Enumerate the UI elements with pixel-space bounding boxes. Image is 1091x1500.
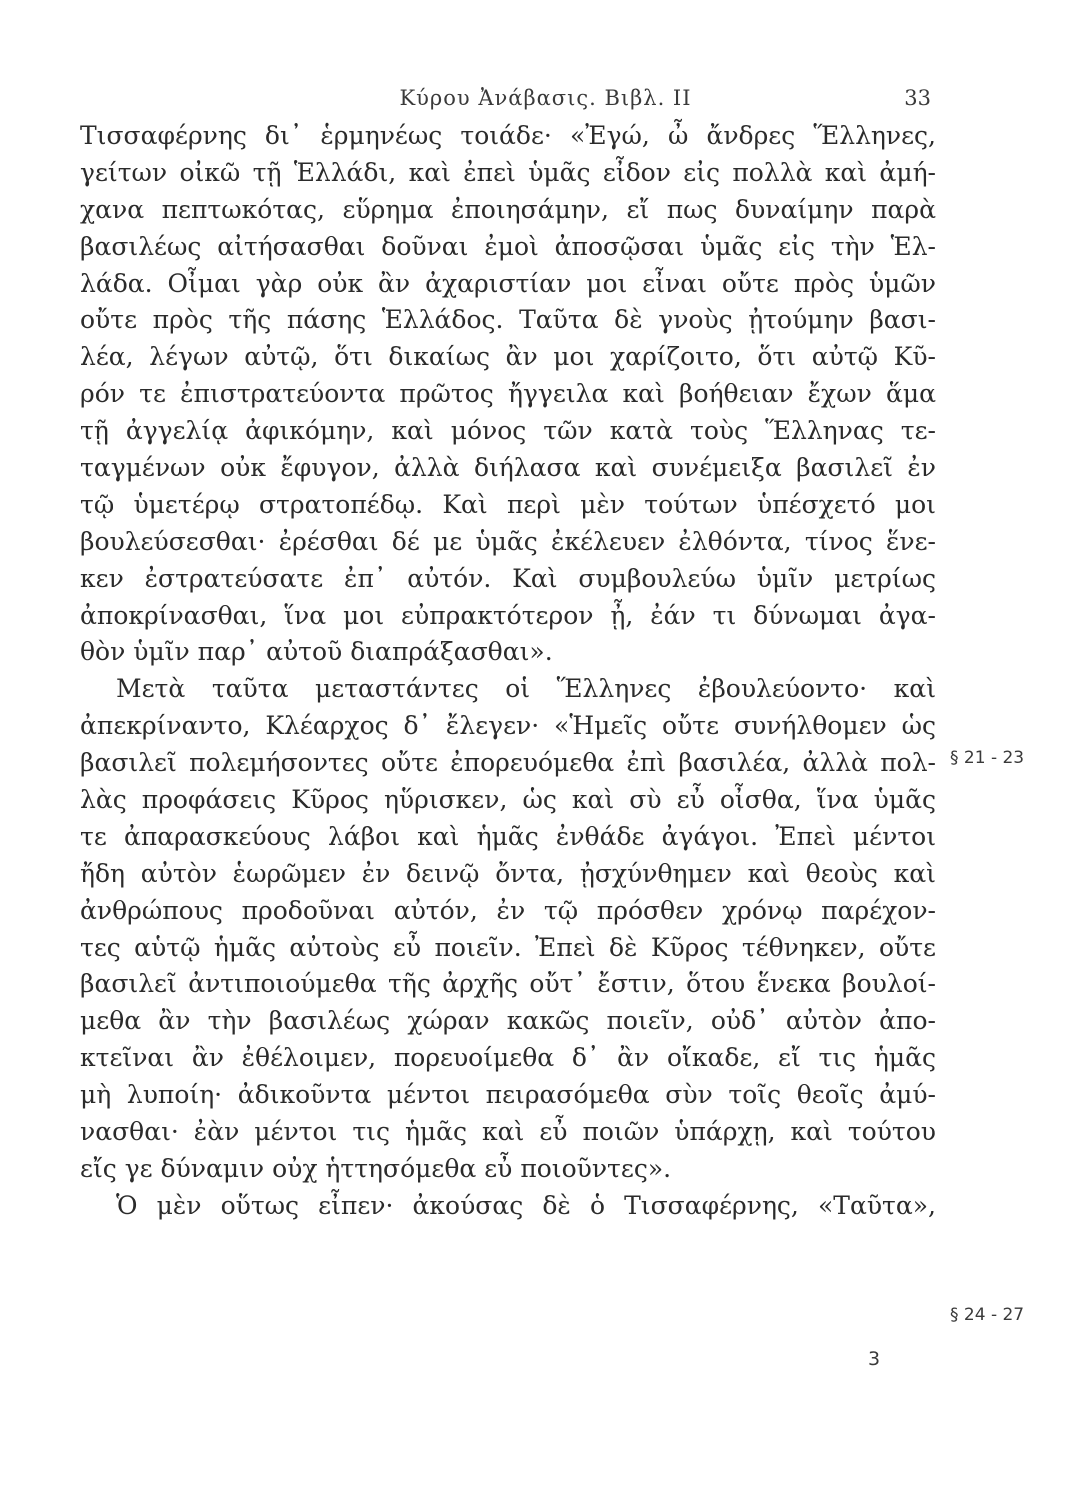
text-line: ἀπεκρίναντο, Κλέαρχος δ᾽ ἔλεγεν· «Ἡμεῖς οὔτε συνήλθομεν ὡς: [80, 711, 936, 741]
text-line: ρόν τε ἐπιστρατεύοντα πρῶτος ἤγγειλα καὶ βοήθειαν ἔχων ἅμα: [80, 379, 936, 409]
text-line: μεθα ἂν τὴν βασιλέως χώραν κακῶς ποιεῖν, οὐδ᾽ αὐτὸν ἀπο-: [80, 1006, 936, 1036]
text-line: κεν ἐστρατεύσατε ἐπ᾽ αὐτόν. Καὶ συμβουλεύω ὑμῖν μετρίως: [80, 563, 936, 593]
section-marker: § 21 - 23: [950, 748, 1025, 768]
text-line: εἴς γε δύναμιν οὐχ ἡττησόμεθα εὖ ποιοῦντες».: [80, 1153, 672, 1183]
text-line: Ὁ μὲν οὕτως εἶπεν· ἀκούσας δὲ ὁ Τισσαφέρνης, «Ταῦτα»,: [116, 1190, 936, 1220]
text-line: λέα, λέγων αὐτῷ, ὅτι δικαίως ἂν μοι χαρίζοιτο, ὅτι αὐτῷ Κῦ-: [80, 342, 936, 372]
text-line: ἀνθρώπους προδοῦναι αὐτόν, ἐν τῷ πρόσθεν χρόνῳ παρέχον-: [80, 895, 936, 925]
page-number: 33: [904, 86, 931, 110]
text-line: Τισσαφέρνης δι᾽ ἑρμηνέως τοιάδε· «Ἐγώ, ὦ ἄνδρες Ἕλληνες,: [80, 121, 936, 150]
text-line: τῇ ἀγγελίᾳ ἀφικόμην, καὶ μόνος τῶν κατὰ τοὺς Ἕλληνας τε-: [80, 416, 936, 446]
text-line: γείτων οἰκῶ τῇ Ἑλλάδι, καὶ ἐπεὶ ὑμᾶς εἶδον εἰς πολλὰ καὶ ἀμή-: [80, 157, 936, 187]
signature-mark: 3: [868, 1348, 881, 1370]
text-line: βουλεύσεσθαι· ἐρέσθαι δέ με ὑμᾶς ἐκέλευεν ἐλθόντα, τίνος ἕνε-: [80, 526, 936, 556]
text-line: τε ἀπαρασκεύους λάβοι καὶ ἡμᾶς ἐνθάδε ἀγάγοι. Ἐπεὶ μέντοι: [80, 821, 936, 851]
text-line: κτεῖναι ἂν ἐθέλοιμεν, πορευοίμεθα δ᾽ ἂν οἴκαδε, εἴ τις ἡμᾶς: [80, 1043, 936, 1073]
text-line: θὸν ὑμῖν παρ᾽ αὐτοῦ διαπράξασθαι».: [80, 637, 553, 667]
text-line: τῷ ὑμετέρῳ στρατοπέδῳ. Καὶ περὶ μὲν τούτων ὑπέσχετό μοι: [80, 489, 936, 519]
text-line: νασθαι· ἐὰν μέντοι τις ἡμᾶς καὶ εὖ ποιῶν ὑπάρχῃ, καὶ τούτου: [80, 1117, 936, 1147]
text-line: βασιλεῖ ἀντιποιούμεθα τῆς ἀρχῆς οὔτ᾽ ἔστιν, ὅτου ἕνεκα βουλοί-: [80, 969, 936, 999]
main-text: [80, 118, 936, 1225]
section-marker: § 24 - 27: [950, 1305, 1025, 1325]
text-line: βασιλέως αἰτήσασθαι δοῦναι ἐμοὶ ἀποσῷσαι ὑμᾶς εἰς τὴν Ἑλ-: [80, 231, 936, 261]
text-line: μὴ λυποίη· ἀδικοῦντα μέντοι πειρασόμεθα σὺν τοῖς θεοῖς ἀμύ-: [80, 1080, 936, 1110]
running-title: Κύρου Ἀνάβασις. Βιβλ. II: [399, 86, 692, 110]
text-line: λάδα. Οἶμαι γὰρ οὐκ ἂν ἀχαριστίαν μοι εἶναι οὔτε πρὸς ὑμῶν: [80, 268, 936, 298]
text-line: ταγμένων οὐκ ἔφυγον, ἀλλὰ διήλασα καὶ συνέμειξα βασιλεῖ ἐν: [80, 453, 936, 483]
text-line: λὰς προφάσεις Κῦρος ηὕρισκεν, ὡς καὶ σὺ εὖ οἶσθα, ἵνα ὑμᾶς: [80, 785, 936, 815]
text-line: βασιλεῖ πολεμήσοντες οὔτε ἐπορευόμεθα ἐπὶ βασιλέα, ἀλλὰ πολ-: [80, 748, 936, 778]
text-line: χανα πεπτωκότας, εὕρημα ἐποιησάμην, εἴ πως δυναίμην παρὰ: [80, 194, 936, 224]
text-line: ἀποκρίνασθαι, ἵνα μοι εὐπρακτότερον ᾖ, ἐάν τι δύνωμαι ἀγα-: [80, 600, 936, 630]
running-head: [0, 86, 1091, 116]
text-line: τες αὑτῷ ἡμᾶς αὐτοὺς εὖ ποιεῖν. Ἐπεὶ δὲ Κῦρος τέθνηκεν, οὔτε: [80, 932, 936, 962]
text-line: Μετὰ ταῦτα μεταστάντες οἱ Ἕλληνες ἐβουλεύοντο· καὶ: [116, 674, 936, 704]
text-line: ἤδη αὐτὸν ἑωρῶμεν ἐν δεινῷ ὄντα, ᾐσχύνθημεν καὶ θεοὺς καὶ: [80, 858, 936, 888]
text-line: οὔτε πρὸς τῆς πάσης Ἑλλάδος. Ταῦτα δὲ γνοὺς ᾐτούμην βασι-: [80, 305, 936, 335]
